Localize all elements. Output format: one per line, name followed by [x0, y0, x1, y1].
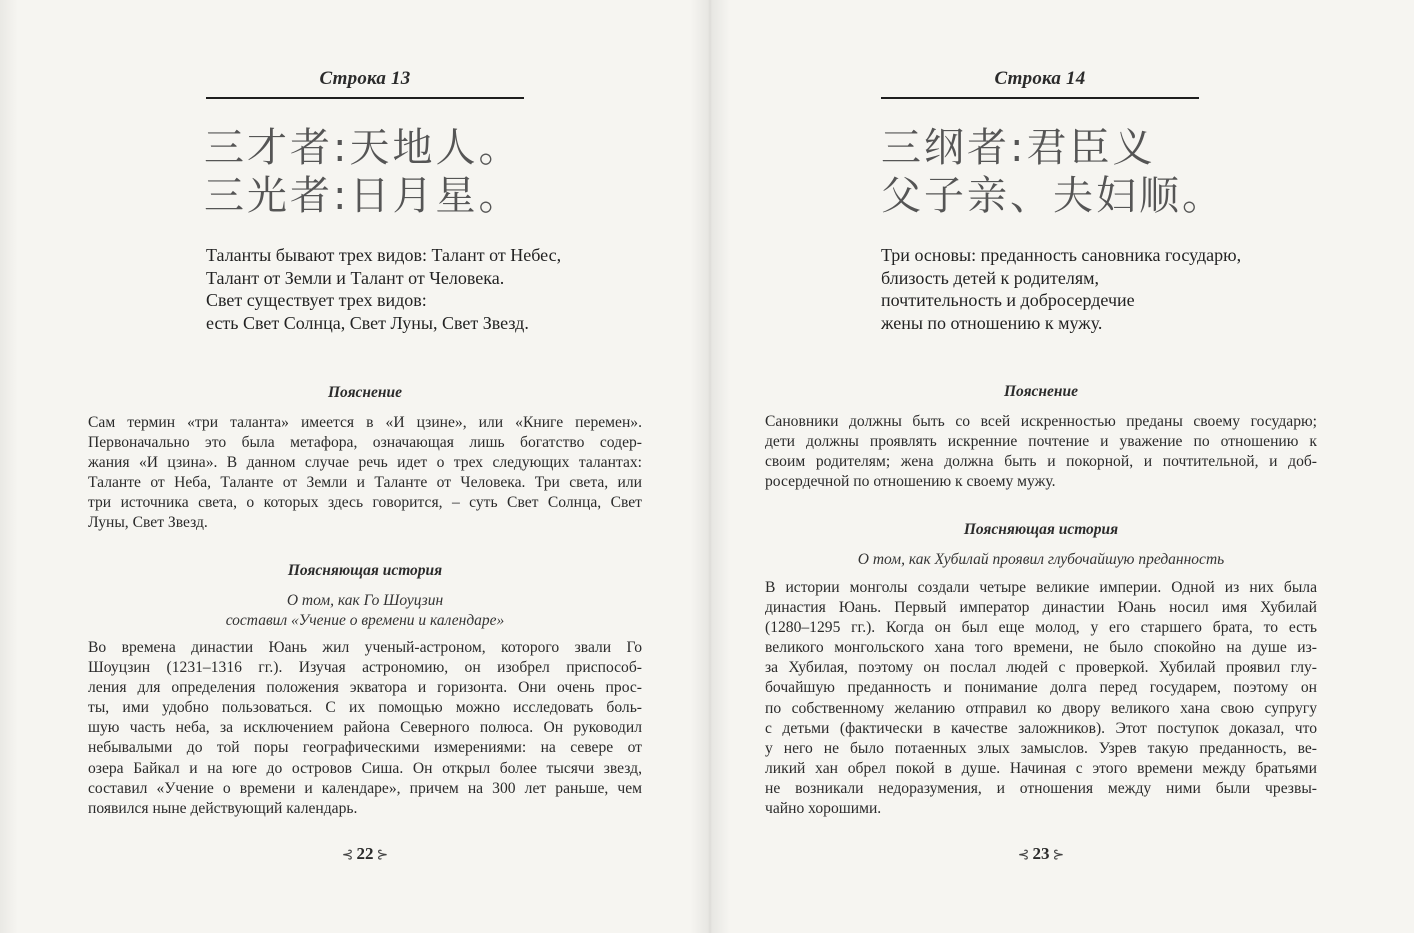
left-page-number-block: [88, 844, 642, 864]
right-title-rule: [881, 97, 1199, 99]
left-story-line: Во времена династии Юань жил ученый-астроном, которого звали Го: [88, 639, 642, 656]
left-page-number: 22: [356, 844, 374, 863]
right-translation-line: почтительность и добросердечие: [881, 290, 1135, 310]
right-ornament-icon: ⊱: [376, 848, 389, 863]
right-hanzi-line-1: 三纲者:君臣义: [881, 125, 1156, 171]
right-ornament-icon: ⊱: [1052, 848, 1065, 863]
right-story-line: за Хубилая, поэтому он послал людей с проверкой. Хубилай проявил глу-: [765, 659, 1317, 677]
right-explanation-line: Сановники должны быть со всей искренностью преданы своему государю;: [765, 413, 1317, 430]
left-explanation-line: Первоначально это была метафора, означающая лишь богатство содер-: [88, 434, 642, 452]
left-explanation-heading: Пояснение: [327, 384, 403, 401]
right-story-heading: Поясняющая история: [963, 521, 1119, 538]
right-line-header: [881, 68, 1199, 99]
right-page-number-block: [765, 844, 1317, 864]
left-story-line: составил «Учение о времени и календаре», причем на 300 лет раньше, чем: [88, 779, 642, 797]
right-story-line: династия Юань. Первый император династии Юань носил имя Хубилай: [765, 599, 1317, 617]
right-page: [765, 0, 1317, 933]
right-explanation-text: [765, 412, 1317, 492]
left-story-heading: Поясняющая история: [287, 562, 443, 579]
right-story-line: ликий хан обрел покой в душе. Начиная с этого времени между братьями: [765, 759, 1317, 777]
right-translation-line: жены по отношению к мужу.: [881, 312, 1103, 333]
right-explanation-line: росердечной по отношению к своему мужу.: [765, 473, 1056, 491]
left-story-line: ты, ими удобно пользоваться. С их помощью можно исследовать боль-: [88, 699, 642, 717]
right-chinese-verse: [881, 124, 1225, 220]
left-line-title: Строка 13: [319, 68, 411, 89]
left-translation-line: Талант от Земли и Талант от Человека.: [206, 267, 505, 288]
left-title-rule: [206, 97, 524, 99]
right-story-line: по собственному желанию отправил ко двору великого хана свою супругу: [765, 699, 1317, 717]
book-gutter: [690, 0, 730, 933]
left-story-text: [88, 638, 642, 819]
page-edge-shadow: [0, 0, 18, 933]
right-story-line: (1280–1295 гг.). Когда он был еще молод, у его старшего брата, то есть: [765, 619, 1317, 637]
left-chinese-verse: [204, 124, 521, 220]
left-page: [88, 0, 642, 933]
right-explanation-line: дети должны проявлять искренние почтение и уважение по отношению к: [765, 433, 1317, 451]
right-explanation-heading: Пояснение: [1003, 383, 1079, 400]
right-story-line: с детьми (фактически в качестве заложников). Этот поступок доказал, что: [765, 719, 1317, 737]
left-story-line: Шоуцзин (1231–1316 гг.). Изучая астрономию, он изобрел приспособ-: [88, 659, 642, 677]
left-story-subtitle-line: составил «Учение о времени и календаре»: [225, 612, 505, 629]
right-explanation-line: своим родителям; жена должна быть и покорной, и почтительной, и доб-: [765, 453, 1317, 471]
left-explanation-line: Таланте от Неба, Таланте от Земли и Таланте от Человека. Три света, или: [88, 474, 642, 492]
right-story-subtitle-line: О том, как Хубилай проявил глубочайшую преданность: [857, 551, 1225, 568]
left-story-subtitle-line: О том, как Го Шоуцзин: [286, 592, 444, 609]
left-story-line: ления для определения положения экватора и горизонта. Они очень прос-: [88, 679, 642, 697]
right-translation-line: Три основы: преданность сановника государю,: [881, 245, 1242, 265]
left-explanation-line: три источника света, о которых здесь говорится, – суть Свет Солнца, Свет: [88, 494, 642, 512]
right-hanzi-line-2: 父子亲、夫妇顺。: [881, 173, 1225, 219]
right-line-title: Строка 14: [994, 68, 1086, 89]
left-story-line: озера Байкал и на юге до островов Сиша. Он открыл более тысячи звезд,: [88, 759, 642, 777]
left-translation-line: есть Свет Солнца, Свет Луны, Свет Звезд.: [206, 312, 529, 333]
left-hanzi-line-1: 三才者:天地人。: [204, 125, 522, 171]
right-translation-line: близость детей к родителям,: [881, 267, 1100, 288]
left-story-subtitle: [88, 591, 642, 631]
right-story-line: бочайшую преданность и понимание долга перед государем, поэтому он: [765, 679, 1317, 697]
left-story-line: появился ныне действующий календарь.: [88, 799, 358, 817]
left-explanation-text: [88, 413, 642, 534]
left-hanzi-line-2: 三光者:日月星。: [204, 173, 522, 219]
left-ornament-icon: ⊰: [341, 848, 354, 863]
left-translation-line: Свет существует трех видов:: [206, 290, 427, 310]
right-story-subtitle: [765, 550, 1317, 570]
left-explanation-line: Сам термин «три таланта» имеется в «И цзине», или «Книге перемен».: [88, 414, 642, 431]
right-story-line: чайно хорошими.: [765, 800, 882, 818]
left-ornament-icon: ⊰: [1017, 848, 1030, 863]
left-translation: [206, 244, 561, 334]
right-story-line: не возникали недоразумения, и отношения между ними были чрезвы-: [765, 779, 1317, 797]
left-story-line: шую часть неба, за исключением района Северного полюса. Он руководил: [88, 719, 642, 737]
right-story-text: [765, 578, 1317, 819]
right-story-line: великого монгольского хана того времени, не было спокойно на душе из-: [765, 639, 1317, 657]
left-story-line: небывалыми до той поры географическими измерениями: на севере от: [88, 739, 642, 757]
right-story-line: у него не было потаенных злых замыслов. Узрев такую преданность, ве-: [765, 739, 1317, 757]
right-page-number: 23: [1032, 844, 1050, 863]
right-translation: [881, 244, 1241, 334]
left-translation-line: Таланты бывают трех видов: Талант от Небес,: [206, 245, 562, 265]
left-line-header: [206, 68, 524, 99]
left-explanation-line: жания «И цзина». В данном случае речь идет о трех следующих талантах:: [88, 454, 642, 472]
left-explanation-line: Луны, Свет Звезд.: [88, 514, 208, 532]
right-story-line: В истории монголы создали четыре великие империи. Одной из них была: [765, 579, 1317, 596]
